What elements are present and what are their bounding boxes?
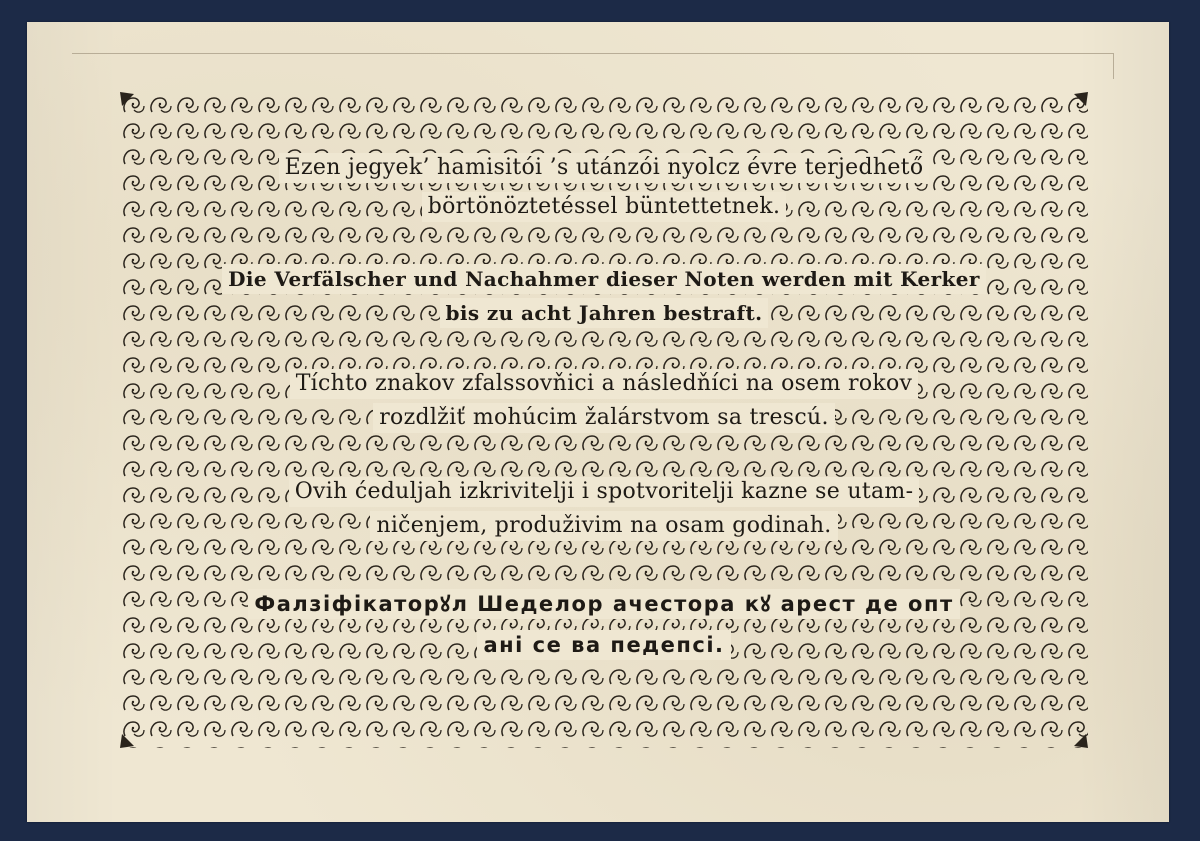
german-text-line-1: Die Verfälscher und Nachahmer dieser Noten werden mit Kerker <box>120 264 1088 298</box>
hungarian-text-line-2: börtönöztetéssel büntettetnek. <box>120 192 1088 226</box>
romanian-cyrillic-text-line-1: Фалзіфікаторꙋл Шеделор ачестора кꙋ арест де опт <box>120 589 1088 623</box>
faint-border-line-vertical <box>1113 53 1114 79</box>
faint-border-line <box>72 53 1114 54</box>
german-text-line-2: bis zu acht Jahren bestraft. <box>120 298 1088 332</box>
croatian-text-line-2: ničenjem, produživim na osam godinah. <box>120 511 1088 545</box>
hungarian-text-line-1: Ezen jegyek’ hamisitói ’s utánzói nyolcz évre terjedhető <box>120 153 1088 187</box>
slovak-text-line-1: Tíchto znakov zfalssovňici a následňíci na osem rokov <box>120 369 1088 403</box>
slovak-text-line-2: rozdlžiť mohúcim žalárstvom sa trescú. <box>120 403 1088 437</box>
romanian-cyrillic-text-line-2: ані се ва педепсі. <box>120 630 1088 664</box>
croatian-text-line-1: Ovih ćeduljah izkrivitelji i spotvoritelji kazne se utam- <box>120 477 1088 511</box>
